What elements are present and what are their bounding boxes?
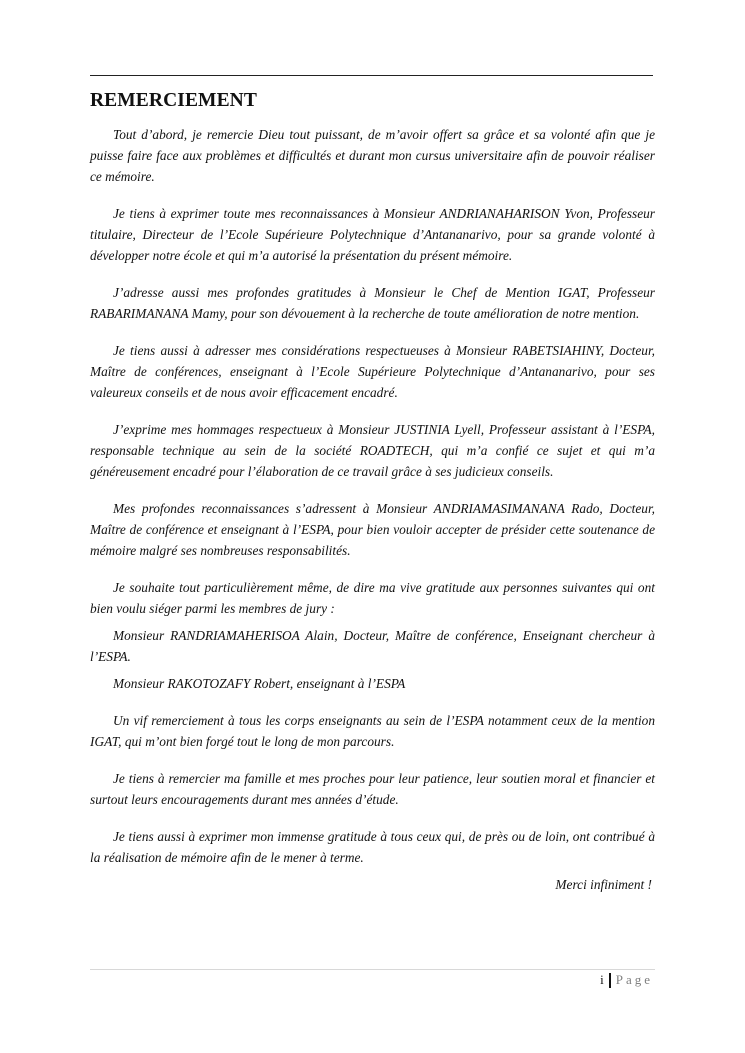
page-label: Page xyxy=(615,972,653,987)
paragraph-director: Je tiens à exprimer toute mes reconnaissances à Monsieur ANDRIANAHARISON Yvon, Professeur titulaire, Directeur de l’Ecole Supérieure Polytechnique d’Antananarivo, pour sa grande volonté à développer notre école et qui m’a autorisé la présentation du présent mémoire. xyxy=(90,206,655,263)
page-number: i xyxy=(600,972,604,987)
paragraph-supervisor: Je tiens aussi à adresser mes considérations respectueuses à Monsieur RABETSIAHINY, Docteur, Maître de conférences, enseignant à l’Ecole Supérieure Polytechnique d’Antananarivo, pour ses valeureux conseils et de nous avoir efficacement encadré. xyxy=(90,343,655,400)
acknowledgements-body xyxy=(90,124,655,911)
paragraph-family: Je tiens à remercier ma famille et mes proches pour leur patience, leur soutien moral et financier et surtout leurs encouragements durant mes années d’étude. xyxy=(90,771,655,807)
footer-separator xyxy=(609,973,611,988)
paragraph-jury-president: Mes profondes reconnaissances s’adressent à Monsieur ANDRIAMASIMANANA Rado, Docteur, Maître de conférence et enseignant à l’ESPA, pour bien vouloir accepter de présider cette soutenance de mémoire malgré ses nombreuses responsabilités. xyxy=(90,501,655,558)
paragraph-intro: Tout d’abord, je remercie Dieu tout puissant, de m’avoir offert sa grâce et sa volonté afin que je puisse faire face aux problèmes et difficultés et durant mon cursus universitaire afin de pouvoir réaliser ce mémoire. xyxy=(90,127,655,184)
closing-line: Merci infiniment ! xyxy=(555,877,652,892)
paragraph-teachers: Un vif remerciement à tous les corps enseignants au sein de l’ESPA notamment ceux de la mention IGAT, qui m’ont bien forgé tout le long de mon parcours. xyxy=(90,713,655,749)
paragraph-jury-member-1: Monsieur RANDRIAMAHERISOA Alain, Docteur, Maître de conférence, Enseignant chercheur à l’ESPA. xyxy=(90,628,655,664)
paragraph-everyone: Je tiens aussi à exprimer mon immense gratitude à tous ceux qui, de près ou de loin, ont contribué à la réalisation de mémoire afin de le mener à terme. xyxy=(90,829,655,865)
footer-rule xyxy=(90,969,655,970)
paragraph-technical-supervisor: J’exprime mes hommages respectueux à Monsieur JUSTINIA Lyell, Professeur assistant à l’ESPA, responsable technique au sein de la société ROADTECH, qui m’a confié ce sujet et qui m’a généreusement encadré pour l’élaboration de ce travail grâce à ses judicieux conseils. xyxy=(90,422,655,479)
page-footer xyxy=(600,972,653,988)
paragraph-jury-member-2: Monsieur RAKOTOZAFY Robert, enseignant à l’ESPA xyxy=(113,676,406,691)
page-title: REMERCIEMENT xyxy=(90,90,257,111)
paragraph-mention-chief: J’adresse aussi mes profondes gratitudes à Monsieur le Chef de Mention IGAT, Professeur RABARIMANANA Mamy, pour son dévouement à la recherche de toute amélioration de notre mention. xyxy=(90,285,655,321)
paragraph-jury-intro: Je souhaite tout particulièrement même, de dire ma vive gratitude aux personnes suivantes qui ont bien voulu siéger parmi les membres de jury : xyxy=(90,580,655,616)
header-rule xyxy=(90,75,653,76)
